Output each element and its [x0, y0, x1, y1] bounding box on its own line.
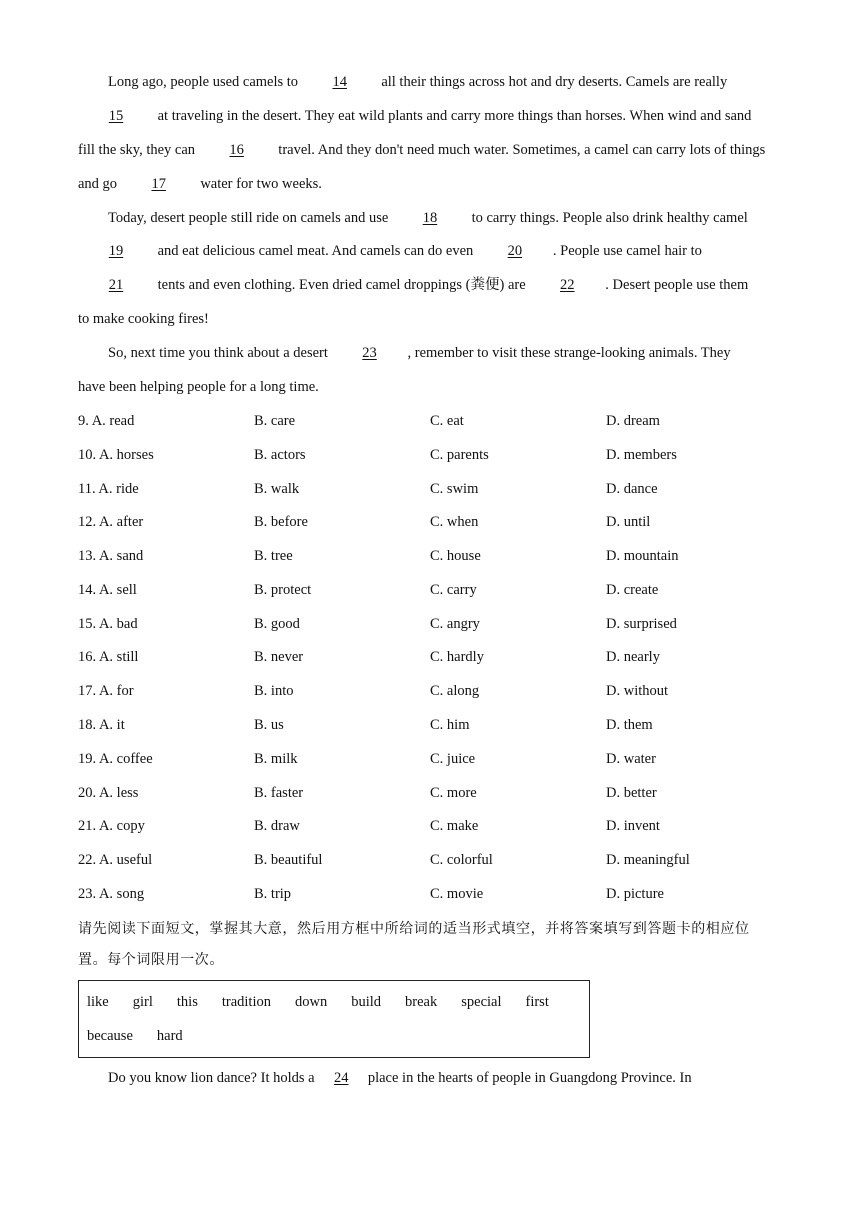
- word-box-word: this: [176, 993, 198, 1010]
- word-box-word: hard: [156, 1027, 183, 1044]
- option-choice[interactable]: 9. A. read: [78, 412, 135, 429]
- passage-text: have been helping people for a long time.: [78, 379, 319, 396]
- option-choice[interactable]: C. when: [430, 514, 479, 531]
- option-choice[interactable]: B. care: [254, 412, 296, 429]
- word-box-word: because: [87, 1027, 133, 1044]
- word-box-row-2: [87, 1019, 589, 1053]
- passage-text: , remember to visit these strange-looking animals. They: [407, 345, 731, 362]
- option-row: [78, 709, 782, 743]
- option-row: [78, 574, 782, 608]
- option-choice[interactable]: C. swim: [430, 480, 479, 497]
- word-box: [78, 980, 590, 1058]
- option-choice[interactable]: 14. A. sell: [78, 581, 137, 598]
- option-choice[interactable]: C. movie: [430, 886, 484, 903]
- option-row: [78, 878, 782, 912]
- option-row: [78, 439, 782, 473]
- passage-text: travel. And they don't need much water. Sometimes, a camel can carry lots of things: [274, 141, 766, 158]
- word-box-word: tradition: [221, 993, 271, 1010]
- option-choice[interactable]: B. faster: [254, 784, 304, 801]
- blank-22: 22: [560, 277, 575, 294]
- option-row: [78, 641, 782, 675]
- option-row: [78, 540, 782, 574]
- passage-line: [78, 371, 782, 405]
- option-choice[interactable]: D. water: [606, 750, 656, 767]
- option-choice[interactable]: 17. A. for: [78, 683, 134, 700]
- passage-text: fill the sky, they can: [78, 141, 199, 158]
- passage-text: . People use camel hair to: [552, 243, 702, 260]
- option-row: [78, 608, 782, 642]
- option-choice[interactable]: B. tree: [254, 548, 293, 565]
- option-choice[interactable]: 19. A. coffee: [78, 750, 153, 767]
- word-box-word: girl: [132, 993, 153, 1010]
- passage-text: to make cooking fires!: [78, 311, 209, 328]
- word-box-word: first: [525, 993, 549, 1010]
- options-list: [78, 405, 782, 912]
- option-choice[interactable]: D. dance: [606, 480, 658, 497]
- word-box-word: special: [461, 993, 502, 1010]
- option-choice[interactable]: 18. A. it: [78, 717, 125, 734]
- option-choice[interactable]: C. juice: [430, 750, 476, 767]
- blank-16: 16: [229, 141, 244, 158]
- passage-text: . Desert people use them: [605, 277, 749, 294]
- passage-line: [78, 269, 782, 303]
- option-choice[interactable]: C. make: [430, 818, 479, 835]
- passage-line: [78, 235, 782, 269]
- option-choice[interactable]: C. hardly: [430, 649, 484, 666]
- passage-line: [78, 303, 782, 337]
- passage-line: [78, 202, 782, 236]
- option-choice[interactable]: 21. A. copy: [78, 818, 145, 835]
- option-choice[interactable]: C. along: [430, 683, 480, 700]
- cloze-passage: [78, 66, 782, 405]
- option-choice[interactable]: B. good: [254, 615, 300, 632]
- option-choice[interactable]: C. angry: [430, 615, 480, 632]
- blank-18: 18: [422, 209, 438, 226]
- option-choice[interactable]: C. colorful: [430, 852, 493, 869]
- option-choice[interactable]: 11. A. ride: [78, 480, 139, 497]
- option-choice[interactable]: B. protect: [254, 581, 312, 598]
- instructions-line-2: 置。每个词限用一次。: [78, 951, 224, 968]
- option-choice[interactable]: D. until: [606, 514, 651, 531]
- passage-text: tents and even clothing. Even dried camel droppings (粪便) are: [154, 277, 530, 294]
- option-choice[interactable]: B. into: [254, 683, 294, 700]
- passage-text: Long ago, people used camels to: [108, 74, 302, 90]
- passage2-text-before: Do you know lion dance? It holds a: [108, 1069, 319, 1086]
- passage-line: [78, 66, 782, 100]
- option-choice[interactable]: 15. A. bad: [78, 615, 138, 632]
- option-choice[interactable]: D. dream: [606, 412, 660, 429]
- option-choice[interactable]: B. trip: [254, 886, 292, 903]
- option-row: [78, 405, 782, 439]
- passage-text: at traveling in the desert. They eat wild plants and carry more things than horses. When wind and sand: [154, 107, 752, 124]
- blank-17: 17: [151, 175, 166, 192]
- passage-text: Today, desert people still ride on camels and use: [108, 209, 392, 226]
- option-choice[interactable]: C. eat: [430, 412, 464, 429]
- option-choice[interactable]: D. picture: [606, 886, 664, 903]
- option-choice[interactable]: B. milk: [254, 750, 298, 767]
- option-choice[interactable]: B. us: [254, 717, 284, 734]
- passage-text: water for two weeks.: [196, 175, 322, 192]
- option-choice[interactable]: D. without: [606, 683, 669, 700]
- option-row: [78, 844, 782, 878]
- passage-text: So, next time you think about a desert: [108, 345, 332, 362]
- option-choice[interactable]: D. surprised: [606, 615, 677, 632]
- option-choice[interactable]: D. meaningful: [606, 852, 690, 869]
- document-page: [78, 66, 782, 1094]
- word-box-word: like: [87, 993, 109, 1010]
- option-choice[interactable]: D. them: [606, 717, 653, 734]
- option-choice[interactable]: D. mountain: [606, 548, 679, 565]
- option-choice[interactable]: C. carry: [430, 581, 477, 598]
- passage2-first-line: [78, 1062, 782, 1094]
- option-row: [78, 675, 782, 709]
- word-box-word: build: [351, 993, 382, 1010]
- passage-line: [78, 337, 782, 371]
- word-box-word: break: [405, 993, 438, 1010]
- option-choice[interactable]: 22. A. useful: [78, 852, 153, 869]
- passage-text: all their things across hot and dry deserts. Camels are really: [377, 74, 728, 90]
- word-box-word: down: [294, 993, 328, 1010]
- option-choice[interactable]: D. better: [606, 784, 657, 801]
- passage-text: and eat delicious camel meat. And camels can do even: [154, 243, 477, 260]
- option-row: [78, 743, 782, 777]
- option-choice[interactable]: C. more: [430, 784, 477, 801]
- option-choice[interactable]: C. him: [430, 717, 470, 734]
- blank-23: 23: [362, 345, 377, 362]
- instructions-line-1: 请先阅读下面短文，掌握其大意，然后用方框中所给词的适当形式填空，并将答案填写到答题卡的相应位: [78, 920, 750, 937]
- option-choice[interactable]: D. nearly: [606, 649, 660, 666]
- option-row: [78, 777, 782, 811]
- blank-19: 19: [108, 243, 124, 260]
- option-choice[interactable]: 16. A. still: [78, 649, 139, 666]
- option-row: [78, 473, 782, 507]
- word-box-row-1: [87, 985, 589, 1019]
- option-choice[interactable]: 20. A. less: [78, 784, 139, 801]
- blank-21: 21: [108, 277, 124, 294]
- option-choice[interactable]: D. create: [606, 581, 659, 598]
- blank-15: 15: [108, 107, 124, 124]
- option-choice[interactable]: D. members: [606, 446, 677, 463]
- passage-line: [78, 134, 782, 168]
- option-choice[interactable]: B. never: [254, 649, 304, 666]
- option-row: [78, 810, 782, 844]
- passage-text: to carry things. People also drink healthy camel: [467, 209, 748, 226]
- passage-text: and go: [78, 175, 121, 192]
- option-row: [78, 506, 782, 540]
- option-choice[interactable]: B. walk: [254, 480, 300, 497]
- passage2-text-after: place in the hearts of people in Guangdong Province. In: [364, 1069, 692, 1086]
- option-choice[interactable]: C. parents: [430, 446, 489, 463]
- option-choice[interactable]: 13. A. sand: [78, 548, 144, 565]
- passage-line: [78, 168, 782, 202]
- option-choice[interactable]: B. draw: [254, 818, 300, 835]
- option-choice[interactable]: B. before: [254, 514, 308, 531]
- option-choice[interactable]: B. actors: [254, 446, 306, 463]
- option-choice[interactable]: B. beautiful: [254, 852, 323, 869]
- option-choice[interactable]: 10. A. horses: [78, 446, 154, 463]
- option-choice[interactable]: 12. A. after: [78, 514, 144, 531]
- option-choice[interactable]: C. house: [430, 548, 481, 565]
- passage-line: [78, 100, 782, 134]
- blank-14: 14: [332, 74, 347, 90]
- option-choice[interactable]: D. invent: [606, 818, 660, 835]
- blank-24: 24: [333, 1069, 349, 1086]
- option-choice[interactable]: 23. A. song: [78, 886, 145, 903]
- blank-20: 20: [507, 243, 523, 260]
